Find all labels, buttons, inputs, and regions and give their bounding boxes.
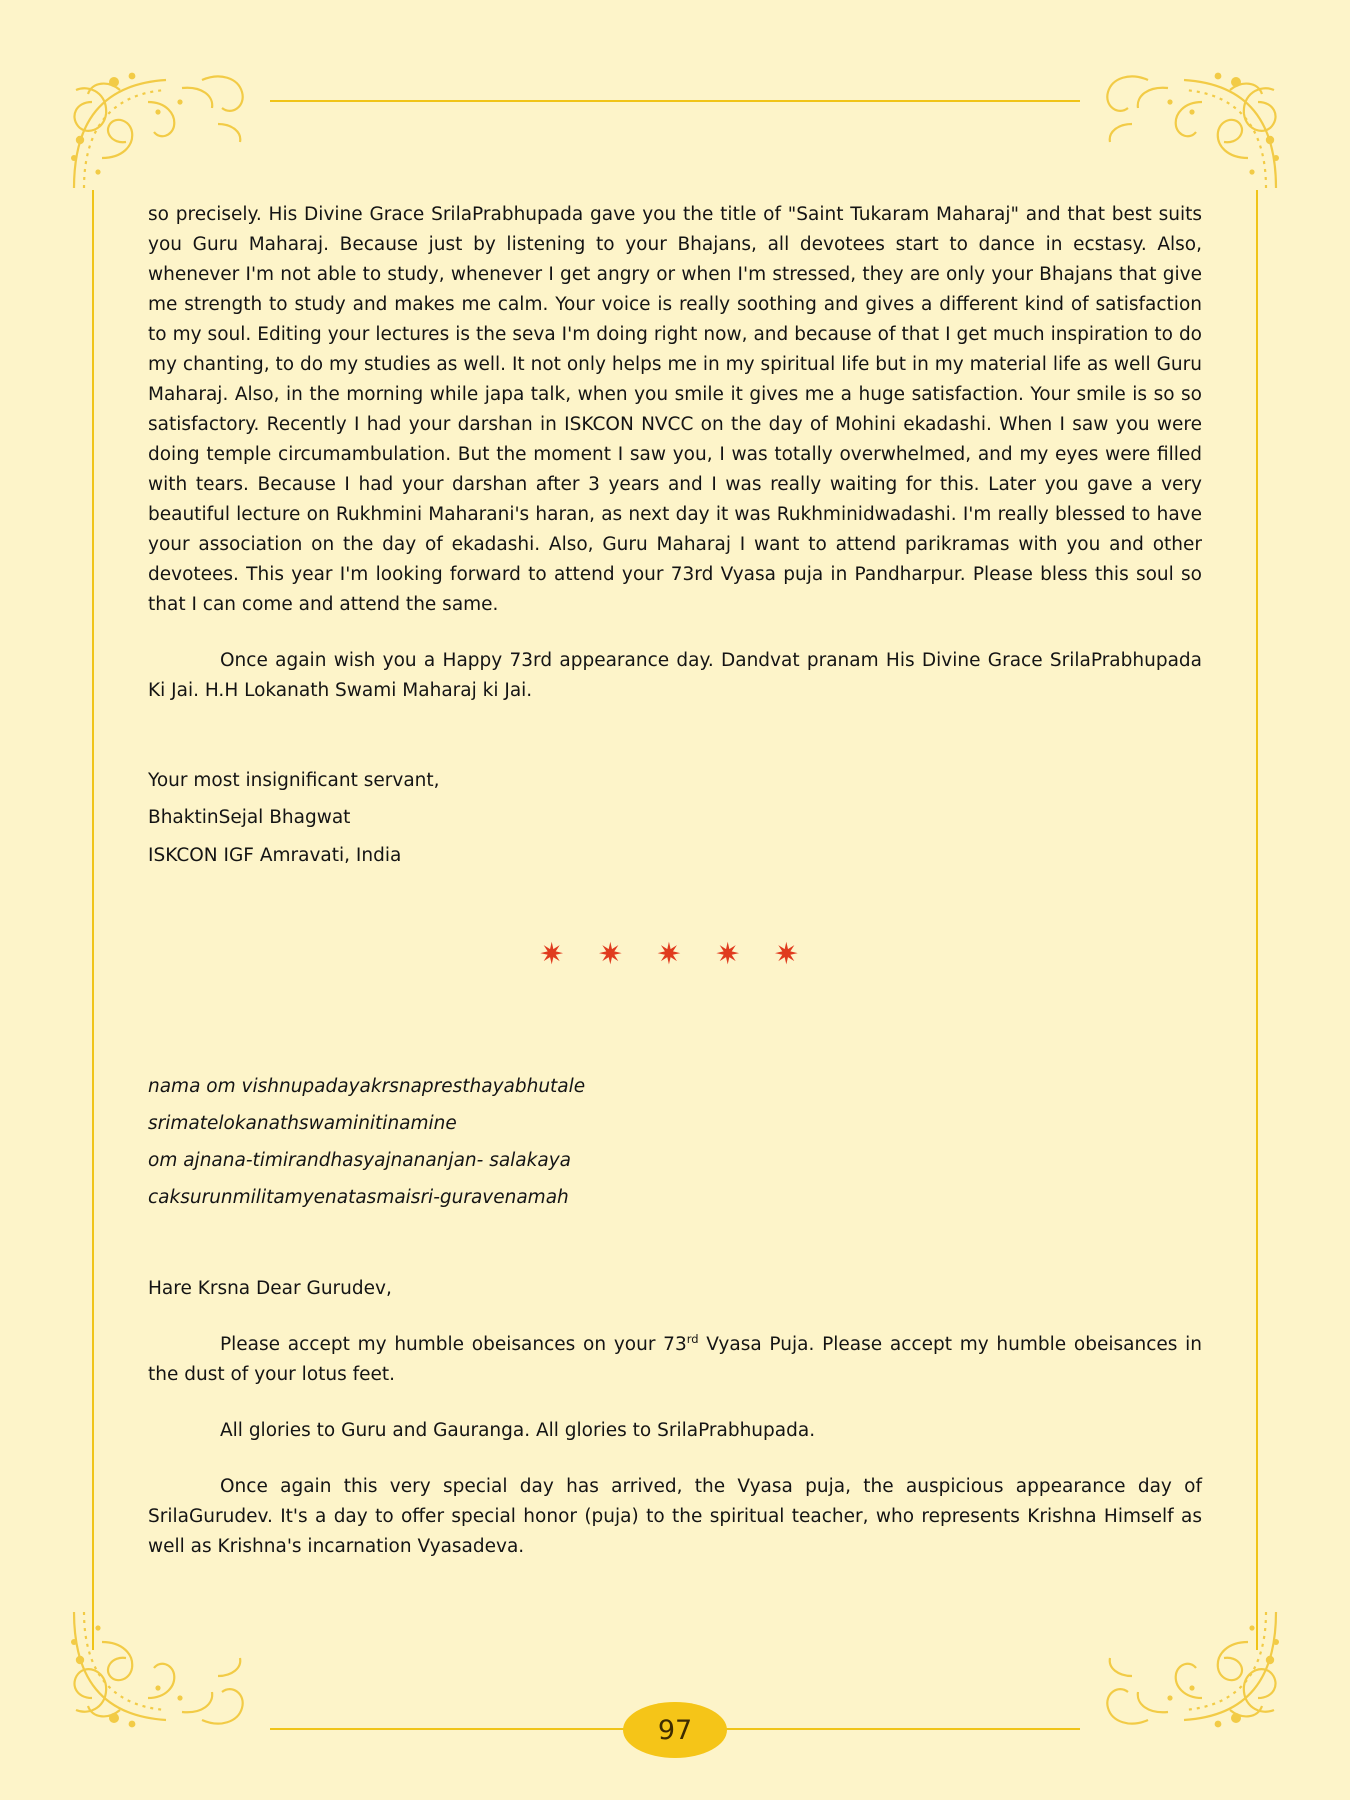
corner-ornament-icon: [1098, 62, 1288, 192]
prayer-line-2: srimatelokanathswaminitinamine: [148, 1113, 457, 1135]
ordinal-suffix: rd: [686, 1332, 699, 1347]
corner-ornament-icon: [1098, 1608, 1288, 1738]
letter-two-prayer: [148, 1068, 1202, 1216]
letter-one-closing-paragraph: Once again wish you a Happy 73rd appearance day. Dandvat pranam His Divine Grace SrilaPrabhupada Ki Jai. H.H Lokanath Swami Maharaj ki Jai.: [148, 649, 1202, 701]
paragraph-1-pre: Please accept my humble obeisances on your 73: [220, 1334, 687, 1356]
prayer-line-3: om ajnana-timirandhasyajnananjan- salakaya: [148, 1150, 571, 1172]
letter-two-paragraph-1: [148, 1330, 1202, 1390]
signoff-line-location: ISKCON IGF Amravati, India: [148, 845, 402, 867]
page-number-badge: 97: [623, 1702, 727, 1758]
prayer-line-4: caksurunmilitamyenatasmaisri-guravenamah: [148, 1187, 569, 1209]
frame-border-right: [1256, 190, 1258, 1650]
prayer-line-1: nama om vishnupadayakrsnapresthayabhutale: [148, 1076, 586, 1098]
section-divider-stars: ✷ ✷ ✷ ✷ ✷: [539, 937, 811, 973]
frame-border-top: [270, 100, 1080, 102]
frame-border-left: [92, 190, 94, 1650]
signoff-line-name: BhaktinSejal Bhagwat: [148, 807, 351, 829]
signoff-line-servant: Your most insignificant servant,: [148, 769, 440, 791]
paragraph-1-post: Vyasa Puja. Please accept my humble obeisances in the dust of your lotus feet.: [148, 1334, 1202, 1386]
letter-two-paragraph-3: Once again this very special day has arrived, the Vyasa puja, the auspicious appearance day of SrilaGurudev. It's a day to offer special honor (puja) to the spiritual teacher, who represents Krishna Himself as well as Krishna's incarnation Vyasadeva.: [148, 1476, 1202, 1558]
corner-ornament-icon: [62, 62, 252, 192]
letter-two-body: [148, 1274, 1202, 1562]
corner-ornament-icon: [62, 1608, 252, 1738]
letter-one-signoff: [148, 762, 1202, 876]
page-content: [148, 200, 1202, 1610]
letter-two-paragraph-2: All glories to Guru and Gauranga. All glories to SrilaPrabhupada.: [220, 1420, 816, 1442]
letter-one-body-paragraph: so precisely. His Divine Grace SrilaPrabhupada gave you the title of "Saint Tukaram Maharaj" and that best suits you Guru Maharaj. Because just by listening to your Bhajans, all devotees start to dance in ecstasy. Also, whenever I'm not able to study, whenever I get angry or when I'm stressed, they are only your Bhajans that give me strength to study and makes me calm. Your voice is really soothing and gives a different kind of satisfaction to my soul. Editing your lectures is the seva I'm doing right now, and because of that I get much inspiration to do my chanting, to do my studies as well. It not only helps me in my spiritual life but in my material life as well Guru Maharaj. Also, in the morning while japa talk, when you smile it gives me a huge satisfaction. Your smile is so so satisfactory. Recently I had your darshan in ISKCON NVCC on the day of Mohini ekadashi. When I saw you were doing temple circumambulation. But the moment I saw you, I was totally overwhelmed, and my eyes were filled with tears. Because I had your darshan after 3 years and I was really waiting for this. Later you gave a very beautiful lecture on Rukhmini Maharani's haran, as next day it was Rukhminidwadashi. I'm really blessed to have your association on the day of ekadashi. Also, Guru Maharaj I want to attend parikramas with you and other devotees. This year I'm looking forward to attend your 73rd Vyasa puja in Pandharpur. Please bless this soul so that I can come and attend the same.: [148, 204, 1202, 615]
letter-two-salutation: Hare Krsna Dear Gurudev,: [148, 1278, 392, 1300]
